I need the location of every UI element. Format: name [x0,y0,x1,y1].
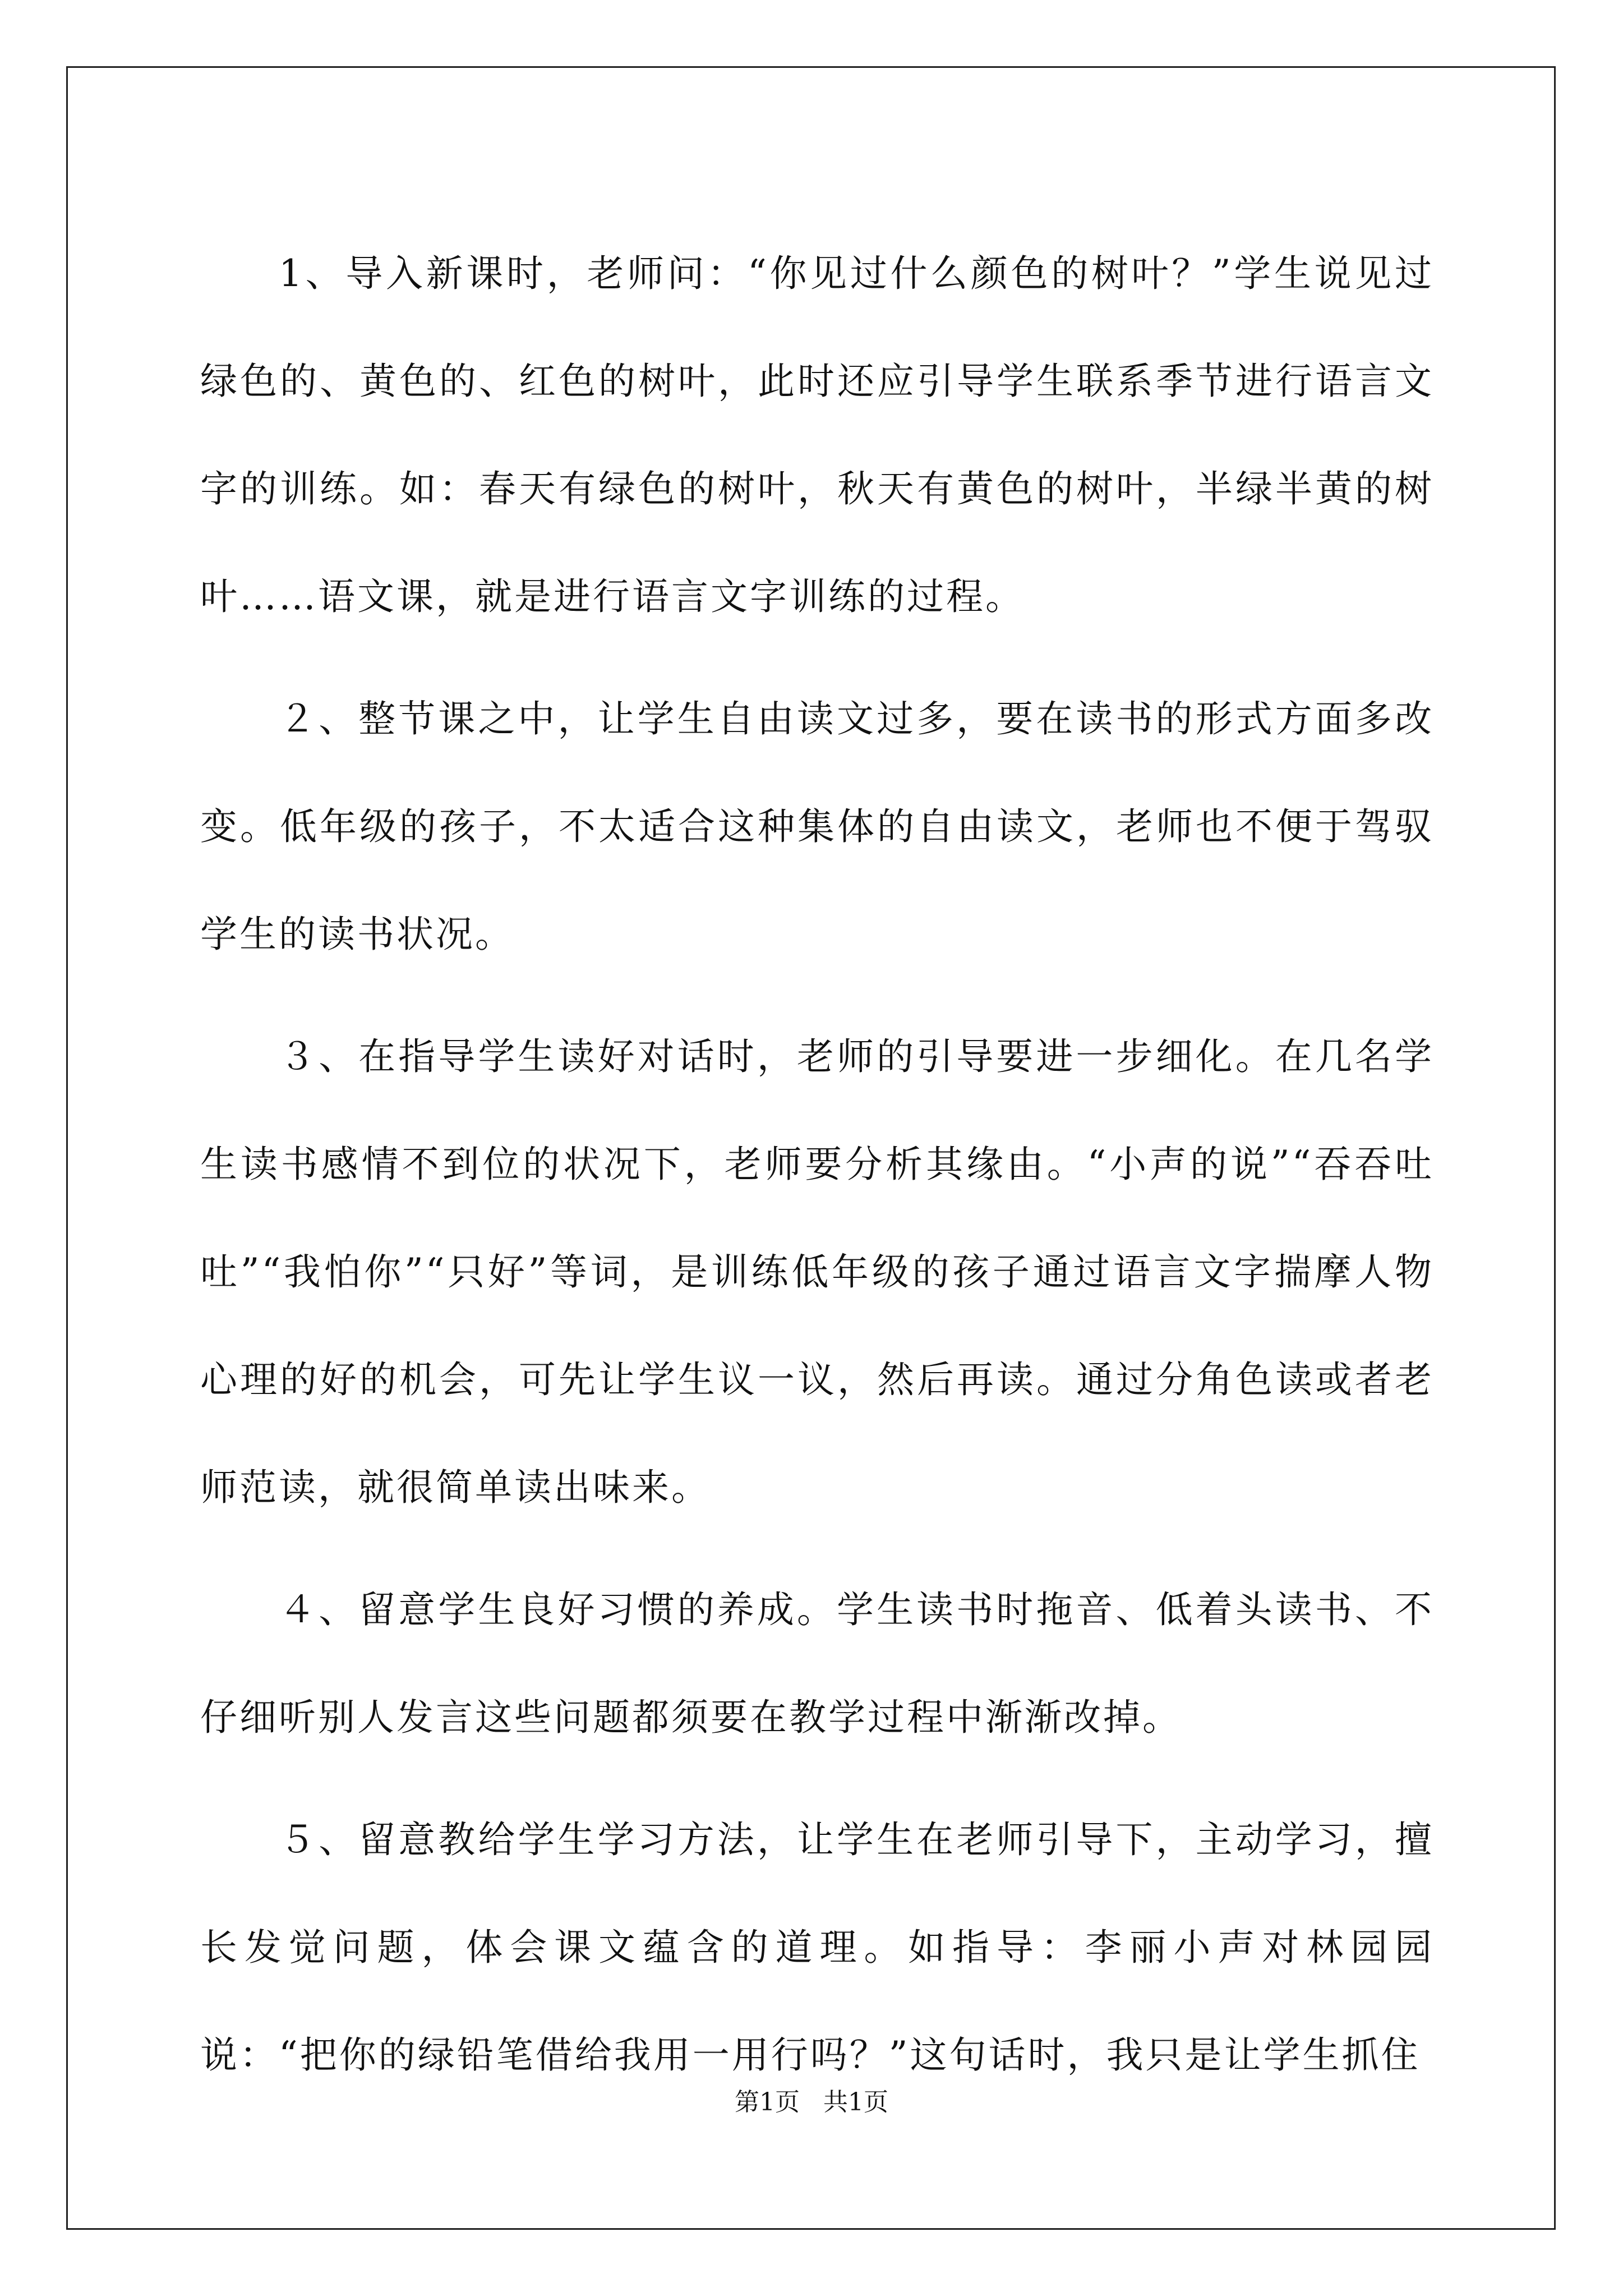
paragraph-5: ５、留意教给学生学习方法，让学生在老师引导下，主动学习，擅长发觉问题，体会课文蕴含的道理。如指导：李丽小声对林园园说：“把你的绿铅笔借给我用一用行吗？”这句话时，我只是让学生抓住 [200,1818,1434,2077]
document-body [200,220,1434,2124]
page-number-footer: 第1页 共1页 [735,2088,888,2116]
paragraph-1: 1、导入新课时，老师问：“你见过什么颜色的树叶？”学生说见过绿色的、黄色的、红色的树叶，此时还应引导学生联系季节进行语言文字的训练。如：春天有绿色的树叶，秋天有黄色的树叶，半绿半黄的树叶……语文课，就是进行语言文字训练的过程。 [200,252,1434,618]
paragraph-4: ４、留意学生良好习惯的养成。学生读书时拖音、低着头读书、不仔细听别人发言这些问题都须要在教学过程中渐渐改掉。 [200,1588,1434,1739]
paragraph-2: ２、整节课之中，让学生自由读文过多，要在读书的形式方面多改变。低年级的孩子，不太适合这种集体的自由读文，老师也不便于驾驭学生的读书状况。 [200,697,1434,956]
paragraph-3: ３、在指导学生读好对话时，老师的引导要进一步细化。在几名学生读书感情不到位的状况下，老师要分析其缘由。“小声的说”“吞吞吐吐”“我怕你”“只好”等词，是训练低年级的孩子通过语言文字揣摩人物心理的好的机会，可先让学生议一议，然后再读。通过分角色读或者老师范读，就很简单读出味来。 [200,1035,1434,1509]
